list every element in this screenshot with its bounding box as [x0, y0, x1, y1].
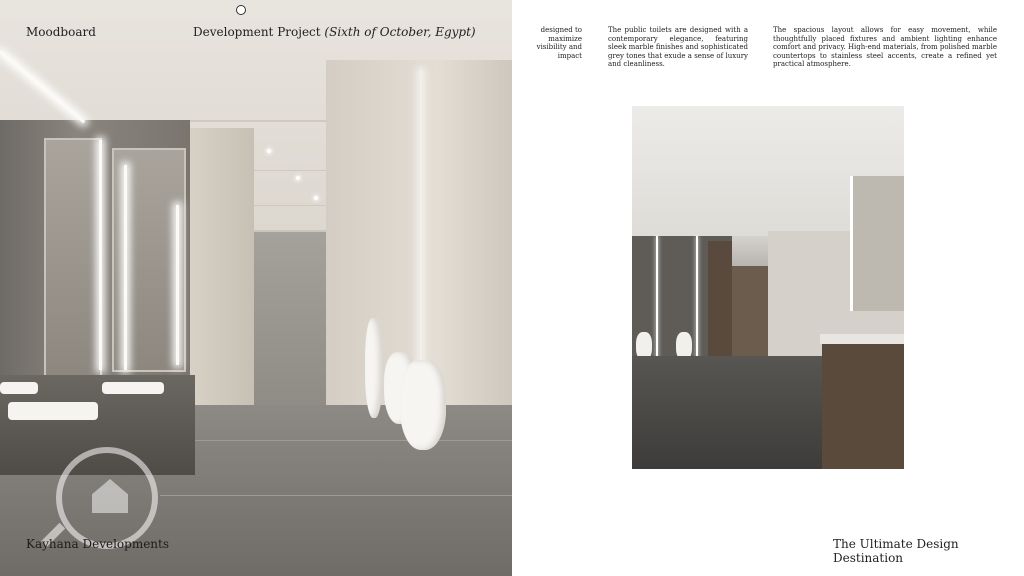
- photo-stall-door: [732, 266, 768, 356]
- light-strip: [420, 70, 422, 390]
- downlight: [296, 176, 300, 180]
- project-title-prefix: Development Project: [193, 25, 325, 39]
- moodboard-label: Moodboard: [26, 25, 96, 39]
- sink: [0, 382, 38, 394]
- downlight: [314, 196, 318, 200]
- sink: [102, 382, 164, 394]
- developer-name: Kayhana Developments: [26, 537, 170, 551]
- light-strip: [176, 205, 179, 365]
- house-shape: [92, 479, 128, 513]
- tagline: The Ultimate Design Destination: [833, 537, 959, 565]
- light-strip: [99, 140, 102, 370]
- urinal: [365, 318, 383, 418]
- floor-joint: [190, 440, 512, 441]
- urinal: [400, 360, 446, 450]
- text-column-1: designed to maximize visibility and impact: [536, 26, 582, 60]
- photo-vanity: [822, 339, 904, 469]
- downlight: [267, 149, 271, 153]
- restroom-photo: [632, 106, 904, 469]
- sink: [8, 402, 98, 420]
- corridor: [254, 232, 326, 407]
- house-magnifier-watermark-icon: [56, 447, 158, 549]
- light-strip: [124, 165, 127, 370]
- floor-joint: [160, 495, 512, 496]
- photo-light-strip: [656, 236, 658, 366]
- photo-mirror: [850, 176, 904, 311]
- mirror: [44, 138, 102, 378]
- text-column-3: The spacious layout allows for easy movement, while thoughtfully placed fixtures and ambient lighting enhance comfort and privacy. High-end materials, from polished marble countertops to stainless steel accents, create a refined yet practical atmosphere.: [773, 26, 997, 68]
- text-column-2: The public toilets are designed with a contemporary elegance, featuring sleek marble finishes and sophisticated grey tones that exude a sense of luxury and cleanliness.: [608, 26, 748, 68]
- photo-stall-door: [708, 241, 732, 361]
- photo-countertop: [820, 334, 904, 344]
- project-location: (Sixth of October, Egypt): [324, 25, 476, 39]
- circle-dot-icon[interactable]: [236, 5, 246, 15]
- project-title: [193, 25, 476, 39]
- photo-light-strip: [696, 236, 698, 366]
